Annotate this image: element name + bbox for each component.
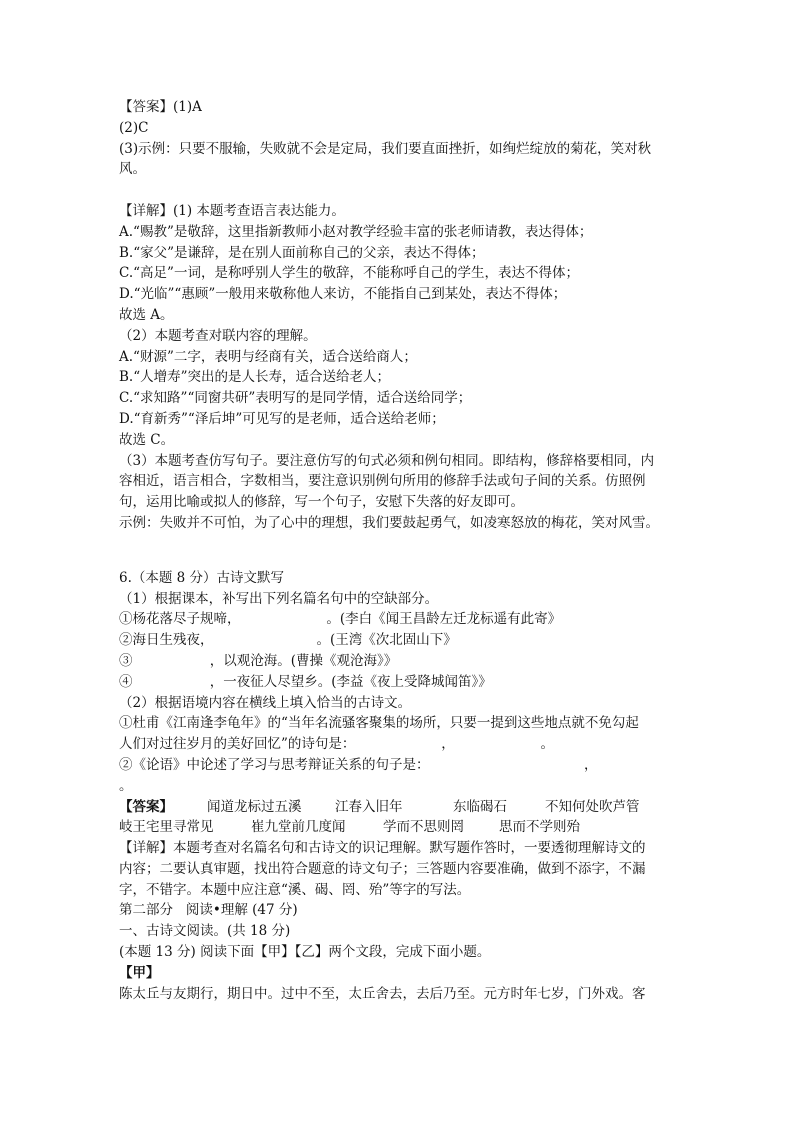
detail-line: 故选 C。 (119, 431, 175, 448)
answer-6 (119, 797, 679, 839)
question-6 (119, 568, 679, 797)
answer-item: 东临碣石 (453, 798, 507, 815)
answer-item: 思而不学则殆 (499, 819, 580, 836)
answer-item: 江春入旧年 (335, 798, 403, 815)
question-line: 6.（本题 8 分）古诗文默写 (119, 569, 285, 586)
part-line: 一、古诗文阅读。(共 18 分) (119, 923, 291, 940)
part-line: 【甲】 (119, 964, 160, 981)
detail-line: 字，不错字。本题中应注意“溪、碣、罔、殆”等字的写法。 (119, 881, 471, 898)
detail-line: D.“育新秀”“泽后坤”可见写的是老师，适合送给老师； (119, 410, 445, 427)
answer-item: 岐王宅里寻常见 (119, 819, 214, 836)
answer-row (119, 817, 679, 838)
detail-line: B.“家父”是谦辞，是在别人面前称自己的父亲，表达不得体； (119, 244, 485, 261)
question-line: 人们对过往岁月的美好回忆”的诗句是： ， 。 (119, 736, 555, 753)
part-2 (119, 900, 679, 1004)
question-line: （1）根据课本，补写出下列名篇名句中的空缺部分。 (119, 590, 439, 607)
detail-line: 容相近，语言相合，字数相当，要注意识别例句所用的修辞手法或句子间的关系。仿照例 (119, 473, 646, 490)
part-line: (本题 13 分) 阅读下面【甲】【乙】两个文段，完成下面小题。 (119, 944, 491, 961)
question-line: 。 (119, 777, 133, 794)
detail-line: C.“高足”一词，是称呼别人学生的敬辞，不能称呼自己的学生，表达不得体； (119, 265, 579, 282)
answer-line: (3)示例：只要不服输，失败就不会是定局，我们要直面挫折，如绚烂绽放的菊花，笑对秋 (119, 140, 652, 157)
answer-line: 【答案】(1)A (119, 99, 202, 115)
question-line: ②海日生残夜， 。(王湾《次北固山下》 (119, 632, 457, 649)
answer-block (119, 97, 679, 180)
detail-6 (119, 838, 679, 900)
question-line: ③ ，以观沧海。(曹操《观沧海》》 (119, 652, 398, 669)
detail-line: 示例：失败并不可怕，为了心中的理想，我们要鼓起勇气，如凌寒怒放的梅花，笑对风雪。 (119, 514, 659, 531)
answer-label: 【答案】 (119, 798, 173, 815)
answer-row (119, 797, 679, 818)
detail-line: 故选 A。 (119, 306, 174, 323)
part-line: 陈太丘与友期行，期日中。过中不至，太丘舍去，去后乃至。元方时年七岁，门外戏。客 (119, 985, 646, 1002)
detail-line: 【详解】本题考查对名篇名句和古诗文的识记理解。默写题作答时，一要透彻理解诗文的 (119, 840, 646, 857)
detail-line: A.“赐教”是敬辞，这里指新教师小赵对教学经验丰富的张老师请教，表达得体； (119, 223, 593, 240)
detail-line: C.“求知路”“同窗共研”表明写的是同学情，适合送给同学； (119, 390, 472, 407)
detail-line: 内容；二要认真审题，找出符合题意的诗文句子；三答题内容要准确，做到不添字，不漏 (119, 860, 646, 877)
detail-line: 句，运用比喻或拟人的修辞，写一个句子，安慰下失落的好友即可。 (119, 494, 524, 511)
question-line: ①杜甫《江南逢李龟年》的“当年名流骚客聚集的场所，只要一提到这些地点就不免勾起 (119, 715, 639, 732)
detail-line: D.“光临”“惠顾”一般用来敬称他人来访，不能指自己到某处，表达不得体； (119, 286, 567, 303)
detail-line: （2）本题考查对联内容的理解。 (119, 327, 317, 344)
answer-line: 风。 (119, 161, 146, 178)
detail-line: B.“人增寿”突出的是人长寿，适合送给老人； (119, 369, 391, 386)
spacer (119, 534, 679, 568)
question-line: ①杨花落尽子规啼， 。(李白《闻王昌龄左迁龙标遥有此寄》 (119, 611, 562, 628)
detail-line: （3）本题考查仿写句子。要注意仿写的句式必须和例句相同。即结构，修辞格要相同，内 (119, 452, 655, 469)
answer-line: (2)C (119, 119, 149, 136)
detail-line: A.“财源”二字，表明与经商有关，适合送给商人； (119, 348, 417, 365)
question-line: ④ ，一夜征人尽望乡。(李益《夜上受降城闻笛》》 (119, 673, 492, 690)
question-line: （2）根据语境内容在横线上填入恰当的古诗文。 (119, 694, 412, 711)
answer-item: 崔九堂前几度闻 (251, 819, 346, 836)
question-line: ②《论语》中论述了学习与思考辩证关系的句子是： ， (119, 756, 598, 773)
document-content (119, 97, 679, 1004)
spacer (119, 180, 679, 201)
answer-item: 闻道龙标过五溪 (207, 798, 302, 815)
detail-line: 【详解】(1) 本题考查语言表达能力。 (119, 202, 345, 219)
part-line: 第二部分 阅读•理解 (47 分) (119, 902, 298, 919)
detail-block (119, 201, 679, 534)
answer-item: 学而不思则罔 (383, 819, 464, 836)
answer-item: 不知何处吹芦管 (545, 798, 640, 815)
